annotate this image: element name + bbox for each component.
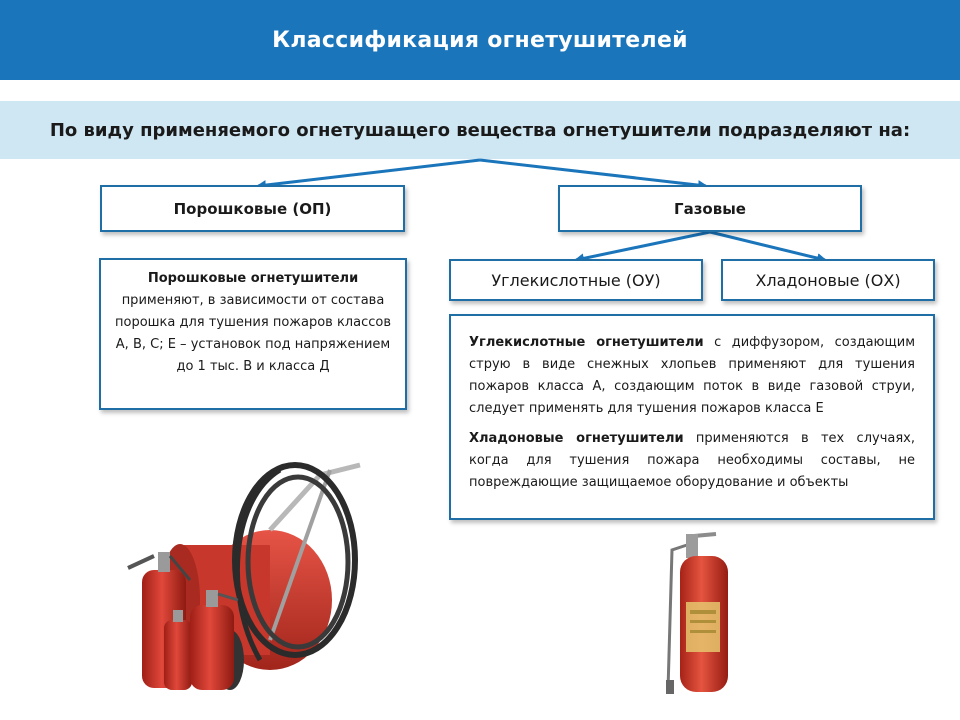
halon-description: [469, 428, 915, 494]
gas-type-co2-label: Углекислотные (ОУ): [491, 270, 661, 290]
arrow-to-halon: [710, 232, 825, 260]
gas-type-halon-label: Хладоновые (ОХ): [755, 270, 901, 290]
gas-type-halon: [721, 259, 935, 301]
co2-description: [469, 332, 915, 420]
co2-extinguisher-icon: [650, 530, 740, 695]
category-gas: [558, 185, 862, 232]
arrow-to-gas: [480, 160, 706, 186]
arrow-to-powder: [258, 160, 480, 186]
halon-description-body: применяются в тех случаях, когда для тушения пожара необходимы составы, не повреждающие защищаемое оборудование и объекты: [469, 431, 915, 490]
co2-description-body: с диффузором, создающим струю в виде снежных хлопьев применяют для тушения пожаров класса А, создающим поток в виде газовой струи, следует применять для тушения пожаров класса Е: [469, 335, 915, 416]
subtitle-text: По виду применяемого огнетушащего вещества огнетушители подразделяют на:: [49, 119, 911, 141]
powder-description-body: применяют, в зависимости от состава порошка для тушения пожаров классов А, В, С; Е – установок под напряжением до 1 тыс. В и класса Д: [115, 293, 391, 374]
powder-description-title: Порошковые огнетушители: [147, 271, 359, 286]
powder-description-box: [99, 258, 407, 410]
halon-description-title: Хладоновые огнетушители: [469, 431, 684, 446]
co2-description-title: Углекислотные огнетушители: [469, 335, 704, 350]
category-powder: [100, 185, 405, 232]
arrow-to-co2: [576, 232, 710, 260]
gas-description-box: [449, 314, 935, 520]
category-powder-label: Порошковые (ОП): [173, 199, 332, 218]
gas-type-co2: [449, 259, 703, 301]
powder-extinguishers-group-icon: [120, 440, 390, 695]
category-gas-label: Газовые: [674, 199, 746, 218]
page-title: Классификация огнетушителей: [272, 27, 688, 53]
